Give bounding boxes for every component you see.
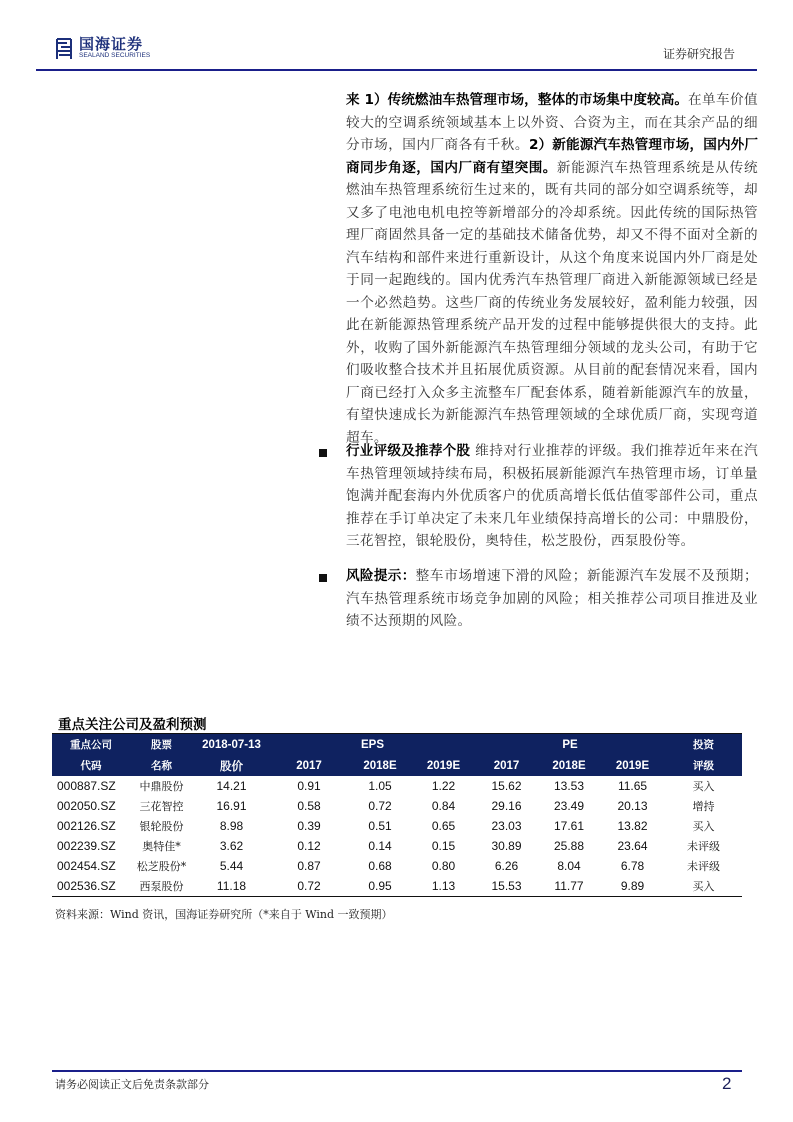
eps-2019e-cell: 0.84 [431,799,456,813]
header-rating: 投资 [693,739,715,751]
stock-name-cell: 银轮股份 [139,820,184,833]
rating-cell: 未评级 [687,840,721,853]
document-type: 证券研究报告 [662,47,735,61]
emphasis-text: 来 1）传统燃油车热管理市场，整体的市场集中度较高。 [346,92,689,108]
body-text: 在单车价值较大的空调系统领域基本上以外资、合资为主，而在其余产品的细分市场，国内厂商各有千秋。 [346,92,758,153]
price-cell: 3.62 [219,839,244,853]
price-cell: 11.18 [193,876,270,897]
paragraph-rating [346,440,758,553]
earnings-forecast-table [52,733,742,897]
eps-2019e-cell: 1.22 [431,779,456,793]
sealand-logo-icon [55,37,73,59]
eps-2019e-cell: 0.65 [431,819,456,833]
pe-2019e-cell: 11.65 [617,779,648,793]
stock-code-cell: 002536.SZ [52,876,130,897]
header-eps: EPS [360,738,384,751]
table-title: 重点关注公司及盈利预测 [58,717,207,733]
pe-2017-cell: 29.16 [491,799,522,813]
pe-2018e-cell: 25.88 [553,839,585,853]
eps-2018e-cell: 0.14 [368,839,392,853]
header-cell: 评级 [693,760,715,772]
eps-2017-cell: 0.91 [297,779,321,793]
table-row [52,856,742,876]
header-cell: 代码 [80,760,102,772]
eps-2019e-cell: 1.13 [412,876,475,897]
price-cell: 16.91 [216,799,247,813]
header-code: 重点公司 [70,739,112,751]
eps-2018e-cell: 0.95 [348,876,412,897]
logo-text-cn: 国海证券 [79,35,144,53]
header-pe: PE [562,738,578,751]
paragraph-market-analysis [346,89,758,449]
price-cell: 8.98 [219,819,244,833]
eps-2018e-cell: 0.68 [368,859,392,873]
header-cell: 2017 [296,759,322,772]
eps-2018e-cell: 1.05 [368,779,392,793]
eps-2017-cell: 0.39 [297,819,321,833]
rating-cell: 买入 [692,780,715,793]
eps-2017-cell: 0.72 [270,876,348,897]
pe-2019e-cell: 9.89 [600,876,665,897]
eps-2017-cell: 0.12 [297,839,321,853]
table-row [52,876,742,897]
eps-2017-cell: 0.87 [297,859,321,873]
rating-cell: 买入 [692,820,715,833]
header-divider [36,69,757,71]
bullet-icon [319,574,327,582]
header-date: 2018-07-13 [202,738,261,751]
footer-divider [52,1070,742,1072]
header-cell: 2018E [363,759,397,772]
paragraph-risk [346,565,758,633]
disclaimer-note: 请务必阅读正文后免责条款部分 [55,1078,209,1091]
logo-text-en: SEALAND SECURITIES [79,52,151,59]
pe-2019e-cell: 13.82 [617,819,648,833]
header-cell: 2019E [426,759,461,772]
price-cell: 14.21 [216,779,247,793]
table-row [52,796,742,816]
table-row [52,816,742,836]
price-cell: 5.44 [219,859,244,873]
eps-2017-cell: 0.58 [297,799,321,813]
pe-2018e-cell: 23.49 [553,799,585,813]
eps-2019e-cell: 0.80 [431,859,456,873]
stock-name-cell: 西泵股份 [130,876,193,897]
pe-2017-cell: 30.89 [491,839,522,853]
bullet-icon [319,449,327,457]
table-row [52,776,742,796]
pe-2017-cell: 6.26 [494,859,519,873]
stock-name-cell: 三花智控 [139,800,184,813]
rating-heading: 行业评级及推荐个股 [346,443,471,459]
pe-2018e-cell: 13.53 [553,779,585,793]
pe-2018e-cell: 17.61 [553,819,585,833]
risk-heading: 风险提示： [346,568,416,584]
risk-text: 整车市场增速下滑的风险；新能源汽车发展不及预期；汽车热管理系统市场竞争加剧的风险；相关推荐公司项目推进及业绩不达预期的风险。 [346,568,759,629]
pe-2019e-cell: 20.13 [617,799,648,813]
header-cell: 2019E [615,759,650,772]
stock-name-cell: 奥特佳* [142,840,181,853]
pe-2017-cell: 15.53 [475,876,538,897]
header-cell: 2017 [493,759,520,772]
pe-2019e-cell: 6.78 [620,859,645,873]
table-header-row [52,734,742,756]
rating-cell: 增持 [692,800,715,813]
eps-2019e-cell: 0.15 [431,839,456,853]
stock-code-cell: 002454.SZ [57,859,116,873]
eps-2018e-cell: 0.51 [368,819,392,833]
pe-2018e-cell: 8.04 [557,859,581,873]
header-stock: 股票 [151,739,172,751]
pe-2019e-cell: 23.64 [617,839,648,853]
pe-2017-cell: 15.62 [491,779,522,793]
stock-code-cell: 002050.SZ [57,799,116,813]
body-text: 新能源汽车热管理系统是从传统燃油车热管理系统衍生过来的，既有共同的部分如空调系统等，却又多了电池电机电控等新增部分的冷却系统。因此传统的国际热管理厂商固然具备一定的基础技术储备优势，却又不得不面对全新的汽车结构和部件来进行重新设计，从这个角度来说国内外厂商是处于同一起跑线的。国内优秀汽车热管理厂商进入新能源领域已经是一个必然趋势。这些厂商的传统业务发展较好，盈利能力较强，因此在新能源热管理系统产品开发的过程中能够提供很大的支持。此外，收购了国外新能源汽车热管理细分领域的龙头公司，有助于它们吸收整合技术并且拓展优质资源。从目前的配套情况来看，国内厂商已经打入众多主流整车厂配套体系，随着新能源汽车的放量，有望快速成长为新能源汽车热管理领域的全球优质厂商，实现弯道超车。 [346,159,759,446]
page-number: 2 [722,1074,732,1093]
stock-name-cell: 中鼎股份 [139,780,184,793]
header-cell: 股价 [220,760,243,773]
stock-code-cell: 002126.SZ [57,819,116,833]
stock-name-cell: 松芝股份* [136,860,187,873]
pe-2017-cell: 23.03 [491,819,522,833]
table-header-row [52,755,742,776]
rating-cell: 未评级 [687,860,721,873]
emphasis-text: 2）新能源汽车热管理市场，国内外厂商同步角逐，国内厂商有望突围。 [346,137,758,176]
header-cell: 名称 [151,760,172,772]
rating-cell: 买入 [665,876,742,897]
eps-2018e-cell: 0.72 [368,799,392,813]
pe-2018e-cell: 11.77 [538,876,600,897]
rating-text: 维持对行业推荐的评级。我们推荐近年来在汽车热管理领域持续布局，积极拓展新能源汽车热管理市场，订单量饱满并配套海内外优质客户的优质高增长低估值零部件公司，重点推荐在手订单决定了未来几年业绩保持高增长的公司：中鼎股份，三花智控，银轮股份，奥特佳，松芝股份，西泵股份等。 [346,443,759,549]
stock-code-cell: 000887.SZ [57,779,116,793]
table-source: 资料来源：Wind 资讯，国海证券研究所（*来自于 Wind 一致预期） [55,908,393,921]
company-logo [55,36,150,60]
table-row [52,836,742,856]
stock-code-cell: 002239.SZ [57,839,116,853]
header-cell: 2018E [552,759,586,772]
